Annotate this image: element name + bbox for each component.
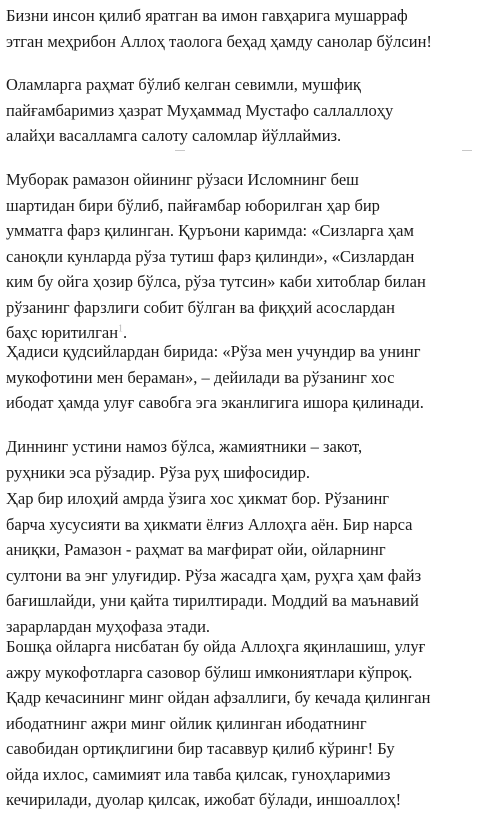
paragraph-fasting-obligation-text: Муборак рамазон ойининг рўзаси Исломнинг беш шартидан бири бўлиб, пайғамбар юборилган ҳар бир умматга фарз қилинган. Қуръони каримда: «Сизларга ҳам саноқли кунларда рўза тутиш фарз қилинди», «Сизлардан ким бу ойга ҳозир бўлса, рўза тутсин» каби хитоблар билан рўзанинг фарзлиги собит бўлган ва фиқҳий асослардан баҳс юритилган <box>6 170 426 342</box>
paragraph-ramadan-virtues: Бошқа ойларга нисбатан бу ойда Аллоҳга яқинлашиш, улуғ ажру мукофотларга сазовор бўлиш имкониятлари кўпроқ. Қадр кечасининг минг ойдан афзаллиги, бу кечада қилинган ибодатнинг ажри минг ойлик қилинган ибодатнинг савобидан ортиқлигини бир тасаввур қилиб кўринг! Бу ойда ихлос, самимият ила тавба қилсак, гуноҳларимиз кечирилади, дуолар қилсак, ижобат бўлади, иншоаллоҳ! <box>6 637 431 809</box>
footnote-marker[interactable]: 1 <box>118 323 124 335</box>
separator-mark <box>175 150 185 151</box>
paragraph-hadith-qudsi: Ҳадиси қудсийлардан бирида: «Рўза мен учундир ва унинг мукофотини мен бераман», – дейилади ва рўзанинг хос ибодат ҳамда улуғ савобга эга эканлигига ишора қилинади. <box>6 342 424 412</box>
paragraph-religion-pillars: Диннинг устини намоз бўлса, жамиятники – закот, руҳники эса рўзадир. Рўза руҳ шифосидир. <box>6 437 363 482</box>
paragraph-end-period: . <box>123 323 128 342</box>
separator-mark <box>462 150 472 151</box>
paragraph-praise: Бизни инсон қилиб яратган ва имон гавҳарига мушарраф этган меҳрибон Аллоҳ таолога беҳад ҳамду санолар бўлсин! <box>6 6 432 51</box>
paragraph-salutation: Оламларга раҳмат бўлиб келган севимли, мушфиқ пайғамбаримиз ҳазрат Муҳаммад Мустафо саллаллоҳу алайҳи васалламга салоту саломлар йўллаймиз. <box>6 75 394 145</box>
paragraph-fasting-obligation <box>6 167 498 346</box>
paragraph-divine-wisdom: Ҳар бир илоҳий амрда ўзига хос ҳикмат бор. Рўзанинг барча хусусияти ва ҳикмати ёлғиз Аллоҳга аён. Бир нарса аниқки, Рамазон - раҳмат ва мағфират ойи, ойларнинг султони ва энг улуғидир. Рўза жасадга ҳам, руҳга ҳам файз бағишлайди, уни қайта тирилтиради. Моддий ва маънавий зарарлардан муҳофаза этади. <box>6 489 422 636</box>
